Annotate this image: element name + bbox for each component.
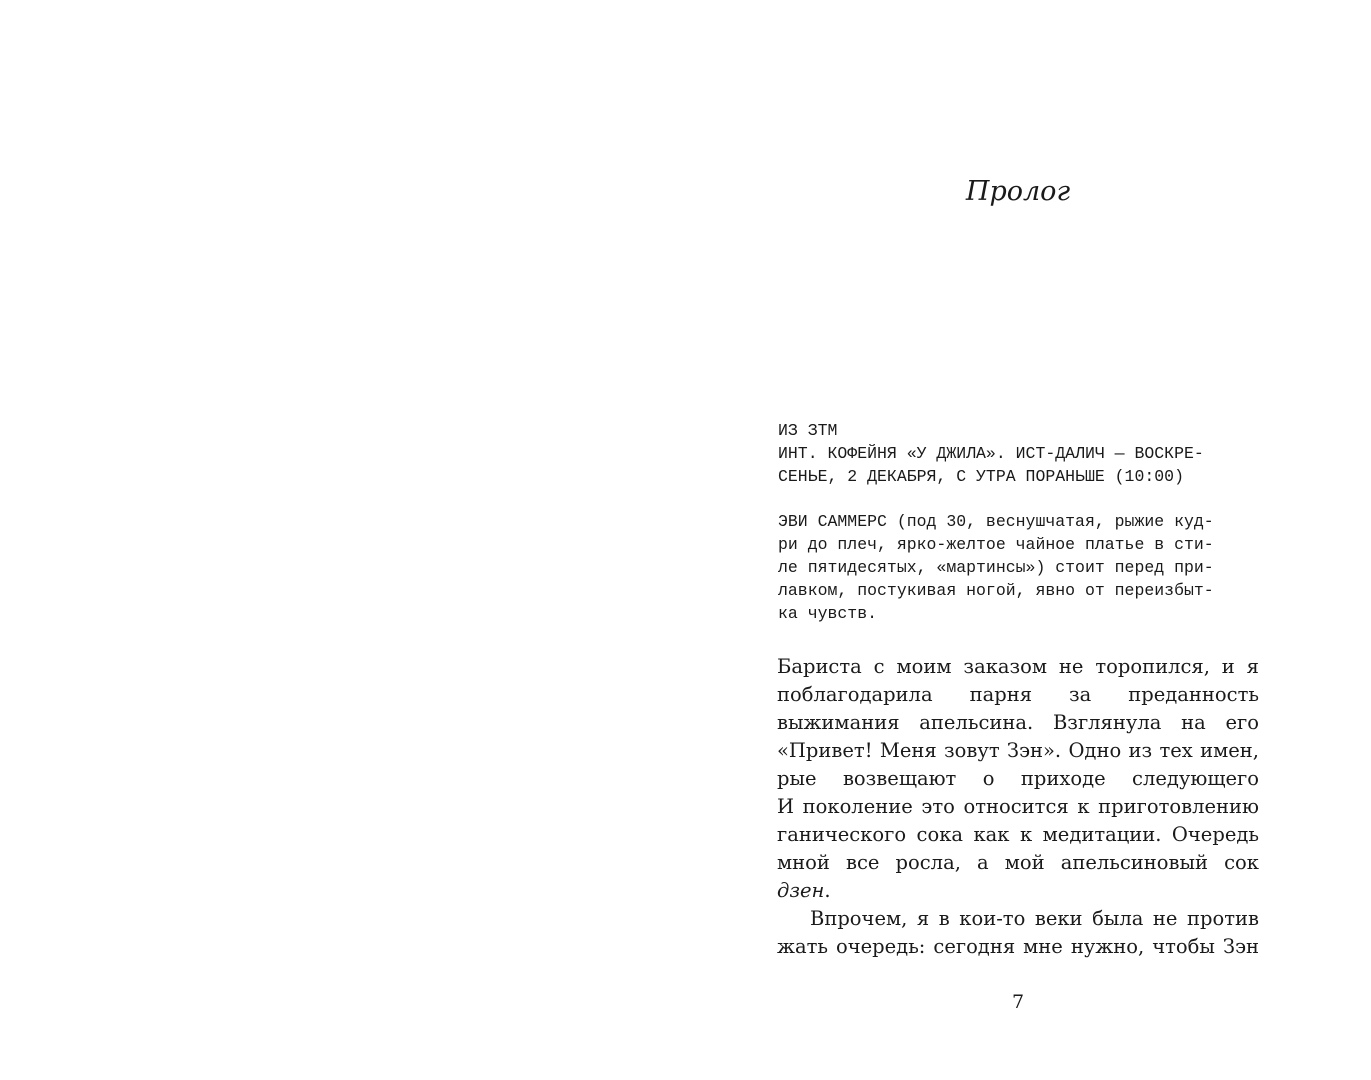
left-page-blank xyxy=(0,0,685,1080)
prose-line: поблагодарила парня за преданность xyxy=(777,683,1259,706)
screenplay-action-line: ЭВИ САММЕРС (под 30, веснушчатая, рыжие куд- xyxy=(778,512,1214,531)
prose-paragraph2-line: Впрочем, я в кои-то веки была не против xyxy=(810,907,1259,930)
screenplay-action-line: лавком, постукивая ногой, явно от переизбыт- xyxy=(778,581,1214,600)
screenplay-action-line: ле пятидесятых, «мартинсы») стоит перед при- xyxy=(778,558,1214,577)
prose-line: мной все росла, а мой апельсиновый сок xyxy=(777,851,1259,874)
screenplay-gap xyxy=(778,488,1268,510)
prose-line: выжимания апельсина. Взглянула на его xyxy=(777,711,1259,734)
prose-line: рые возвещают о приходе следующего xyxy=(777,767,1259,790)
prose-line: ганического сока как к медитации. Очередь xyxy=(777,823,1259,846)
screenplay-line: ИЗ ЗТМ xyxy=(778,421,838,440)
prose-block xyxy=(777,653,1259,961)
screenplay-block xyxy=(778,419,1268,625)
prose-line: Бариста с моим заказом не торопился, и я xyxy=(777,655,1259,678)
screenplay-line: СЕНЬЕ, 2 ДЕКАБРЯ, С УТРА ПОРАНЬШЕ (10:00) xyxy=(778,467,1184,486)
screenplay-line: ИНТ. КОФЕЙНЯ «У ДЖИЛА». ИСТ-ДАЛИЧ — ВОСКРЕ- xyxy=(778,444,1204,463)
italic-word: дзен xyxy=(777,879,825,902)
prose-tail: . xyxy=(824,879,831,902)
page-number: 7 xyxy=(1011,991,1025,1013)
chapter-title: Пролог xyxy=(965,176,1071,207)
prose-line-last xyxy=(777,877,1259,905)
screenplay-action-line: ка чувств. xyxy=(778,604,878,623)
prose-line: И поколение это относится к приготовлению xyxy=(777,795,1259,818)
screenplay-action-line: ри до плеч, ярко-желтое чайное платье в сти- xyxy=(778,535,1214,554)
prose-paragraph2-line: жать очередь: сегодня мне нужно, чтобы Зэн xyxy=(777,935,1259,958)
right-page xyxy=(685,0,1371,1080)
prose-line: «Привет! Меня зовут Зэн». Одно из тех имен, xyxy=(777,739,1259,762)
